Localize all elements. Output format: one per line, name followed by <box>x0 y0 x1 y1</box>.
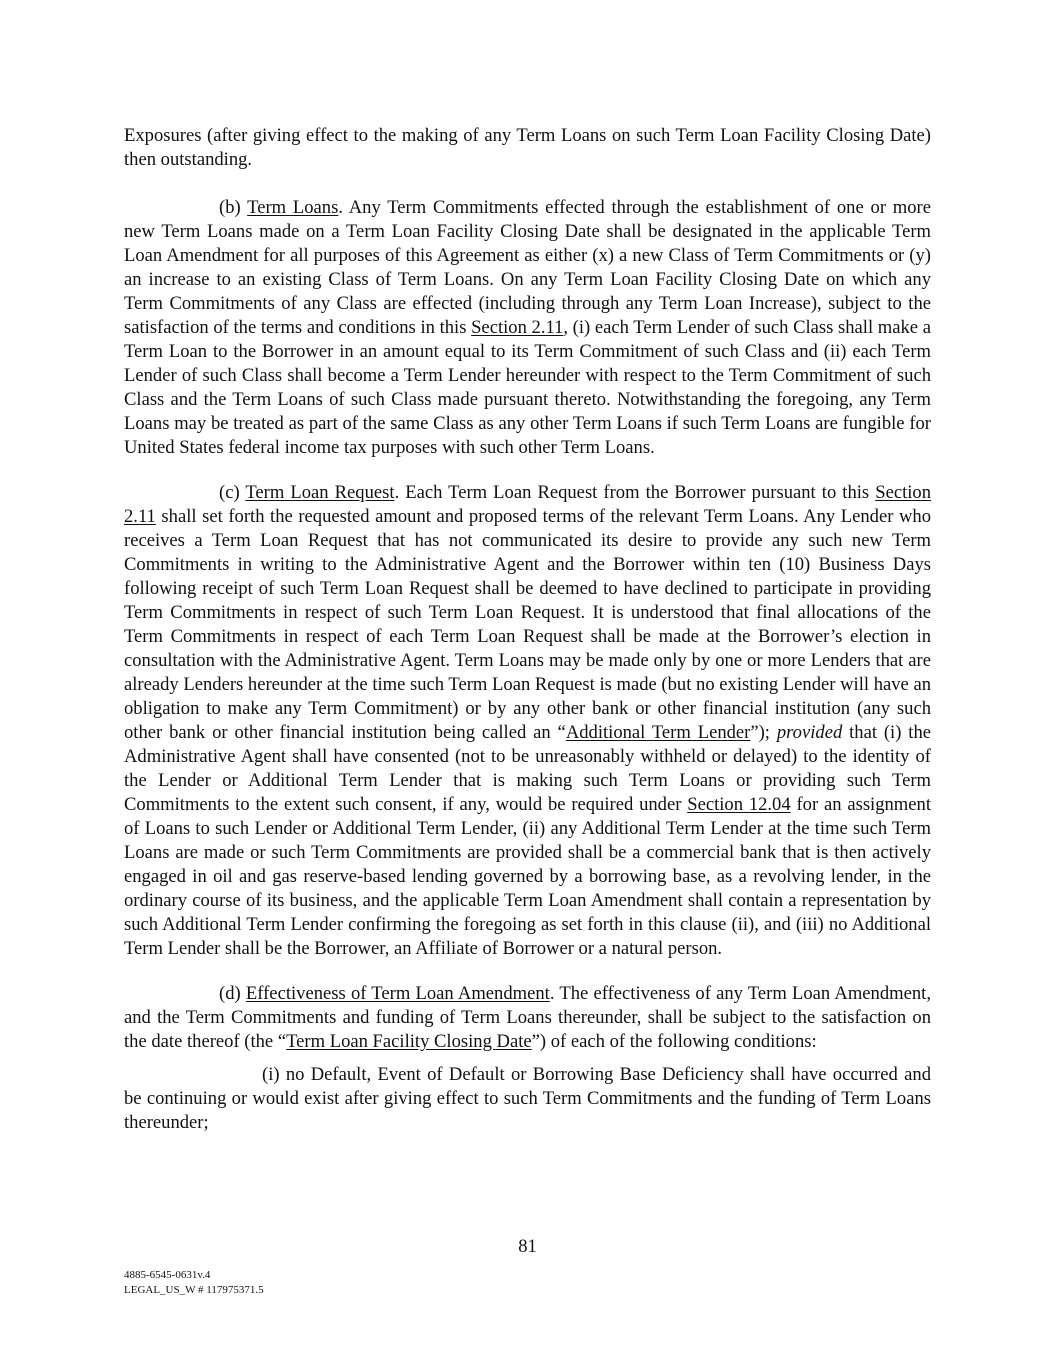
emphasis-provided: provided <box>776 722 843 743</box>
section-reference[interactable]: Section 2.11 <box>471 317 564 338</box>
paragraph-b-term-loans <box>124 196 931 460</box>
defined-term: Term Loan Facility Closing Date <box>286 1031 532 1052</box>
section-heading: Term Loans <box>247 197 339 218</box>
paragraph-text: . Any Term Commitments effected through the establishment of one or more new Term Loans made on a Term Loan Facility Closing Date shall be designated in the applicable Term Loan Amendment for all purposes of this Agreement as either (x) a new Class of Term Commitments or (y) an increase to an existing Class of Term Loans. On any Term Loan Facility Closing Date on which any Term Commitments of any Class are effected (including through any Term Loan Increase), subject to the satisfaction of the terms and conditions in this <box>124 197 931 338</box>
defined-term: Additional Term Lender <box>565 722 751 743</box>
page-number: 81 <box>518 1236 537 1257</box>
paragraph-text: that (i) the Administrative Agent shall have consented (not to be unreasonably withheld or delayed) to the identity of the Lender or Additional Term Lender that is making such Term Loans or providing such Term Commitments to the extent such consent, if any, would be required under <box>124 722 931 815</box>
paragraph-d-i-condition: (i) no Default, Event of Default or Borrowing Base Deficiency shall have occurred and be continuing or would exist after giving effect to such Term Commitments and the funding of Term Loans thereunder; <box>124 1064 931 1133</box>
section-reference[interactable]: Section 12.04 <box>687 794 791 815</box>
paragraph-text: shall set forth the requested amount and proposed terms of the relevant Term Loans. Any Lender who receives a Term Loan Request that has not communicated its desire to provide any such new Term Commitments in writing to the Administrative Agent and the Borrower within ten (10) Business Days following receipt of such Term Loan Request shall be deemed to have declined to participate in providing Term Commitments in respect of such Term Loan Request. It is understood that final allocations of the Term Commitments in respect of each Term Loan Request shall be made at the Borrower’s election in consultation with the Administrative Agent. Term Loans may be made only by one or more Lenders that are already Lenders hereunder at the time such Term Loan Request is made (but no existing Lender will have an obligation to make any Term Commitment) or by any other bank or other financial institution (any such other bank or other financial institution being called an “ <box>124 506 931 743</box>
section-heading: Effectiveness of Term Loan Amendment <box>245 983 550 1004</box>
paragraph-text: ”); <box>750 722 777 743</box>
footer-legal-id: LEGAL_US_W # 117975371.5 <box>124 1284 264 1296</box>
section-heading: Term Loan Request <box>245 482 395 503</box>
paragraph-text: . The effectiveness of any Term Loan Amendment, and the Term Commitments and funding of Term Loans thereunder, shall be subject to the satisfaction on the date thereof (the “ <box>124 983 931 1052</box>
footer-doc-id: 4885-6545-0631v.4 <box>124 1269 211 1281</box>
clause-label: (c) <box>219 482 246 503</box>
paragraph-text: ”) of each of the following conditions: <box>531 1031 817 1052</box>
document-body <box>124 124 931 1135</box>
document-footer <box>124 1268 264 1298</box>
paragraph-c-term-loan-request <box>124 481 931 961</box>
clause-label: (b) <box>219 197 248 218</box>
section-reference[interactable]: Section 2.11 <box>124 482 932 527</box>
clause-label: (d) <box>219 983 246 1004</box>
paragraph-a-continuation: Exposures (after giving effect to the making of any Term Loans on such Term Loan Facility Closing Date) then outstanding. <box>124 125 931 170</box>
paragraph-text: , (i) each Term Lender of such Class shall make a Term Loan to the Borrower in an amount equal to its Term Commitment of such Class and (ii) each Term Lender of such Class shall become a Term Lender hereunder with respect to the Term Commitment of such Class and the Term Loans of such Class made pursuant thereto. Notwithstanding the foregoing, any Term Loans may be treated as part of the same Class as any other Term Loans if such Term Loans are fungible for United States federal income tax purposes with such other Term Loans. <box>124 317 931 458</box>
paragraph-d-effectiveness <box>124 982 931 1054</box>
paragraph-text: for an assignment of Loans to such Lender or Additional Term Lender, (ii) any Additional Term Lender at the time such Term Loans are made or such Term Commitments are provided shall be a commercial bank that is then actively engaged in oil and gas reserve-based lending governed by a borrowing base, as a revolving lender, in the ordinary course of its business, and the applicable Term Loan Amendment shall contain a representation by such Additional Term Lender confirming the foregoing as set forth in this clause (ii), and (iii) no Additional Term Lender shall be the Borrower, an Affiliate of Borrower or a natural person. <box>124 794 931 959</box>
paragraph-text: . Each Term Loan Request from the Borrower pursuant to this <box>394 482 876 503</box>
